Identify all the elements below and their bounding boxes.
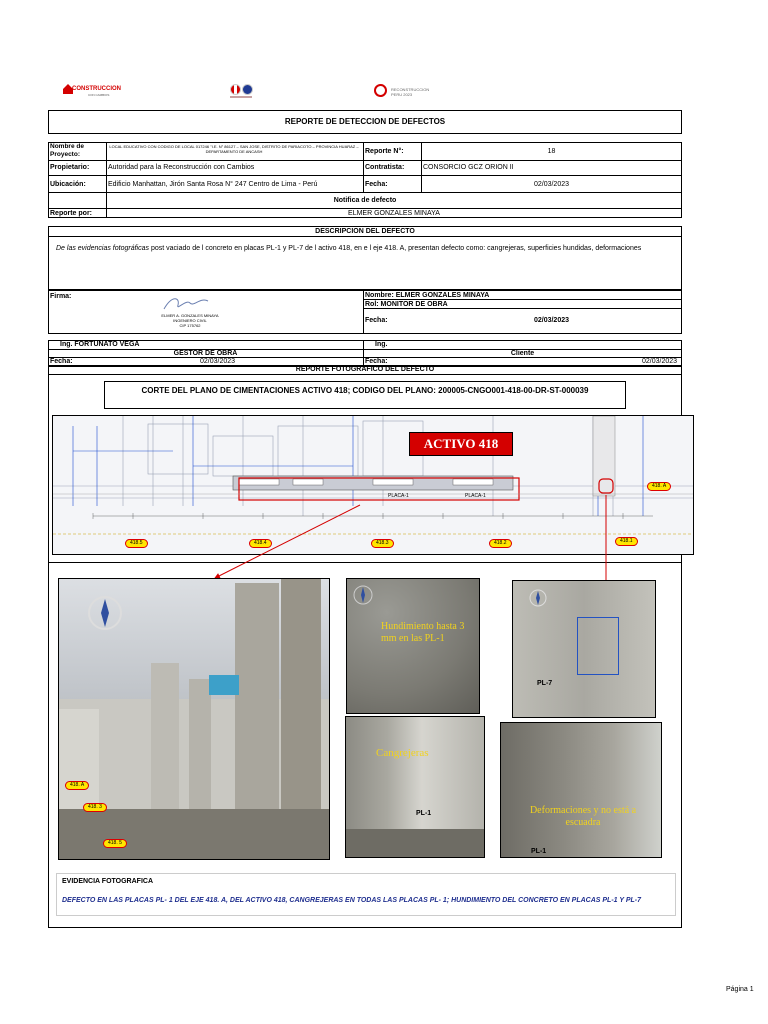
ubicacion-value: Edificio Manhattan, Jirón Santa Rosa N° 247 Centro de Lima - Perú	[108, 181, 318, 188]
label-propietario: Propietario:	[50, 164, 90, 171]
label-firma: Firma:	[50, 293, 72, 300]
logo-reconstruccion-peru	[374, 84, 434, 100]
hundimiento-label: Hundimiento hasta 3 mm en las PL-1	[381, 621, 465, 644]
label-reporte-por: Reporte por:	[50, 210, 92, 217]
label-proyecto: Nombre de Proyecto:	[50, 143, 84, 158]
description-text: De las evidencias fotográficas post vaciado de l concreto en placas PL-1 y PL-7 de l activo 418, en e l eje 418. A, presentan defecto como: cangrejeras, superficies hundidas, deformaciones	[56, 245, 642, 252]
hundimiento-photo	[346, 578, 480, 714]
plan-drawing	[52, 415, 694, 555]
evidence-title: EVIDENCIA FOTOGRAFICA	[62, 878, 154, 885]
compass-icon-2	[353, 585, 373, 605]
placa-label-2: PLACA-1	[465, 493, 486, 499]
reporte-n-value: 18	[547, 148, 556, 155]
main-site-photo	[58, 578, 330, 860]
report-title: REPORTE DE DETECCION DE DEFECTOS	[284, 117, 446, 126]
signature-line-3: CIP 175762	[179, 323, 201, 328]
pl1-label-b: PL-1	[531, 848, 547, 855]
main-label-4183: 418. 3	[83, 803, 107, 812]
label-ubicacion: Ubicación:	[50, 181, 86, 188]
axis-label-5: 418.5	[125, 539, 148, 548]
side-axis-label: 418. A	[647, 482, 671, 491]
fecha-value-2: 02/03/2023	[533, 317, 570, 324]
axis-label-3: 418.3	[371, 539, 394, 548]
notifica-label: Notifica de defecto	[333, 197, 397, 204]
main-label-4185: 418. 5	[103, 839, 127, 848]
flags-logo	[228, 84, 258, 102]
cliente-label: Cliente	[510, 350, 535, 357]
cangrejeras-label: Cangrejeras	[376, 747, 429, 759]
gestor-label: GESTOR DE OBRA	[173, 350, 238, 357]
pl7-label: PL-7	[537, 680, 553, 687]
contratista-value: CONSORCIO GCZ ORION II	[423, 164, 514, 171]
logo-reconstruccion	[62, 83, 121, 101]
ing-left: Ing. FORTUNATO VEGA	[60, 341, 140, 348]
activo-label: ACTIVO 418	[409, 432, 513, 456]
signature-icon	[160, 293, 220, 313]
pl7-photo	[512, 580, 656, 718]
signature-line-2: INGENIERO CIVIL	[173, 318, 207, 323]
axis-label-1: 418.1	[615, 537, 638, 546]
fecha-value: 02/03/2023	[533, 181, 570, 188]
signature-line-1: ELMER A. GONZALES MINAYA	[161, 313, 219, 318]
label-reporte-n: Reporte N°:	[365, 148, 404, 155]
proyecto-value: LOCAL EDUCATIVO CON CODIGO DE LOCAL 017246 "I.E. N° 86127 – SAN JOSE, DISTRITO DE PARIACOTO – PROVINCIA HUARAZ – DEPARTAMENTO DE ANCASH	[109, 144, 359, 154]
peru-flag-icon	[230, 84, 241, 95]
evidence-text: DEFECTO EN LAS PLACAS PL- 1 DEL EJE 418. A, DEL ACTIVO 418, CANGREJERAS EN TODAS LAS PLACAS PL- 1; HUNDIMIENTO DEL CONCRETO EN PLACAS PL-1 Y PL-7	[62, 897, 642, 904]
label-fecha-4: Fecha:	[365, 358, 388, 365]
fecha-value-4: 02/03/2023	[642, 358, 678, 365]
label-fecha: Fecha:	[365, 181, 388, 188]
main-label-418a: 418. A	[65, 781, 89, 790]
placa-label-1: PLACA-1	[388, 493, 409, 499]
cangrejeras-photo	[345, 716, 485, 858]
reporte-por-value: ELMER GONZALES MINAYA	[348, 210, 440, 217]
ing-right: Ing.	[375, 341, 388, 348]
signer-name: Nombre: ELMER GONZALES MINAYA	[365, 292, 490, 299]
logo-right-sub: RECONSTRUCCION PERU 2023	[391, 87, 430, 97]
plan-caption: CORTE DEL PLANO DE CIMENTACIONES ACTIVO 418; CODIGO DEL PLANO: 200005-CNGO001-418-00-DR-ST-000039	[141, 386, 589, 395]
photo-report-title: REPORTE FOTOGRAFICO DEL DEFECTO	[295, 366, 435, 373]
axis-label-2: 418.2	[489, 539, 512, 548]
label-fecha-2: Fecha:	[365, 317, 388, 324]
deformaciones-label: Deformaciones y no está a escuadra	[529, 805, 637, 828]
pl1-label-a: PL-1	[416, 810, 432, 817]
uk-flag-icon	[242, 84, 253, 95]
page-number: Página 1	[726, 986, 754, 993]
logo-left-sub: CON CAMBIOS	[88, 93, 110, 97]
fecha-value-3: 02/03/2023	[200, 358, 236, 365]
deformaciones-photo	[500, 722, 662, 858]
circle-logo-icon	[374, 84, 387, 97]
description-title: DESCRIPCION DEL DEFECTO	[315, 228, 415, 235]
compass-icon-3	[529, 589, 547, 607]
compass-icon	[87, 595, 123, 631]
label-contratista: Contratista:	[365, 164, 405, 171]
signer-role: Rol: MONITOR DE OBRA	[365, 301, 448, 308]
propietario-value: Autoridad para la Reconstrucción con Cambios	[108, 164, 255, 171]
axis-label-4: 418.4	[249, 539, 272, 548]
logo-left-text: CONSTRUCCION	[72, 86, 121, 92]
label-fecha-3: Fecha:	[50, 358, 73, 365]
